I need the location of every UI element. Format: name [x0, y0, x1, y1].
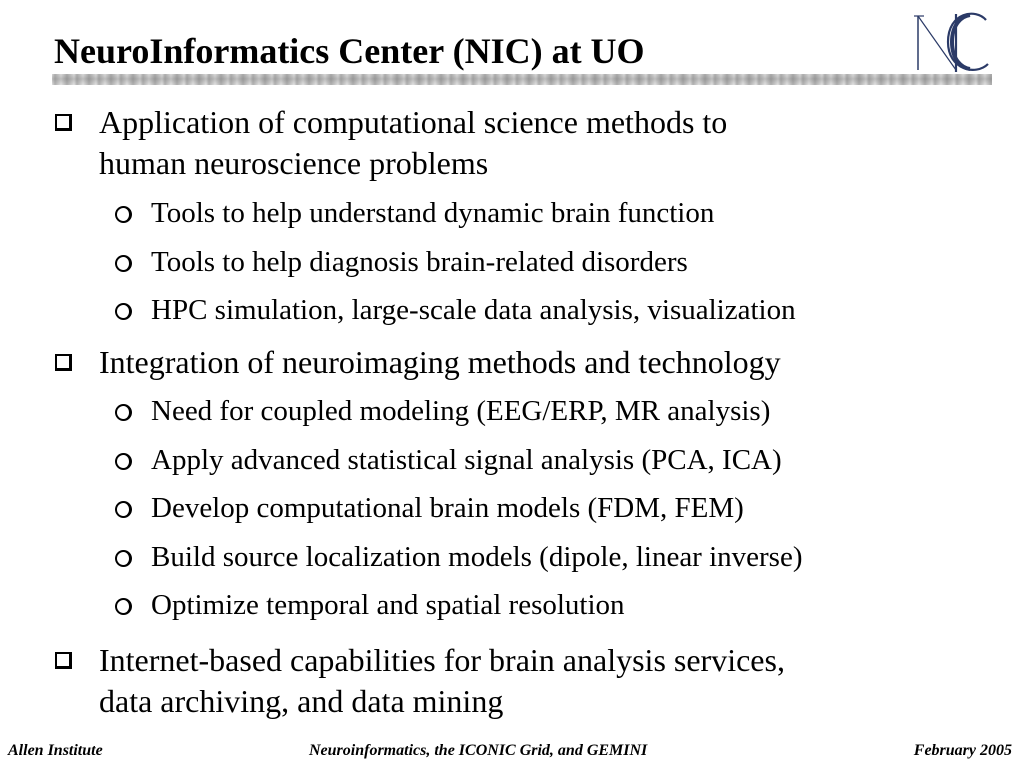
- nic-logo-icon: [912, 10, 990, 74]
- square-bullet-icon: [55, 354, 72, 371]
- sub-bullet-text: Need for coupled modeling (EEG/ERP, MR analysis): [151, 395, 771, 427]
- circle-bullet-icon: [115, 453, 132, 470]
- sub-bullet-text: Develop computational brain models (FDM, FEM): [151, 492, 744, 524]
- sub-bullet-text: Optimize temporal and spatial resolution: [151, 589, 625, 621]
- footer-right: February 2005: [913, 742, 1012, 759]
- bullet-text: Integration of neuroimaging methods and technology: [99, 344, 781, 380]
- square-bullet-icon: [55, 652, 72, 669]
- sub-bullet-text: Tools to help understand dynamic brain function: [151, 197, 715, 229]
- circle-bullet-icon: [115, 404, 132, 421]
- circle-bullet-icon: [115, 550, 132, 567]
- sub-bullet-text: HPC simulation, large-scale data analysis, visualization: [151, 294, 796, 326]
- footer-left: Allen Institute: [8, 742, 103, 759]
- circle-bullet-icon: [115, 303, 132, 320]
- circle-bullet-icon: [115, 501, 132, 518]
- bullet-text: data archiving, and data mining: [99, 683, 504, 719]
- bullet-text: Internet-based capabilities for brain analysis services,: [99, 642, 785, 678]
- sub-bullet-text: Tools to help diagnosis brain-related disorders: [151, 246, 688, 278]
- circle-bullet-icon: [115, 598, 132, 615]
- circle-bullet-icon: [115, 255, 132, 272]
- sub-bullet-text: Build source localization models (dipole, linear inverse): [151, 541, 803, 573]
- bullet-text: Application of computational science methods to: [99, 104, 728, 140]
- sub-bullet-text: Apply advanced statistical signal analysis (PCA, ICA): [151, 444, 782, 476]
- title-divider: [52, 74, 992, 85]
- slide-title: NeuroInformatics Center (NIC) at UO: [54, 31, 645, 71]
- footer-center: Neuroinformatics, the ICONIC Grid, and GEMINI: [309, 742, 648, 759]
- circle-bullet-icon: [115, 206, 132, 223]
- bullet-text: human neuroscience problems: [99, 145, 489, 181]
- square-bullet-icon: [55, 114, 72, 131]
